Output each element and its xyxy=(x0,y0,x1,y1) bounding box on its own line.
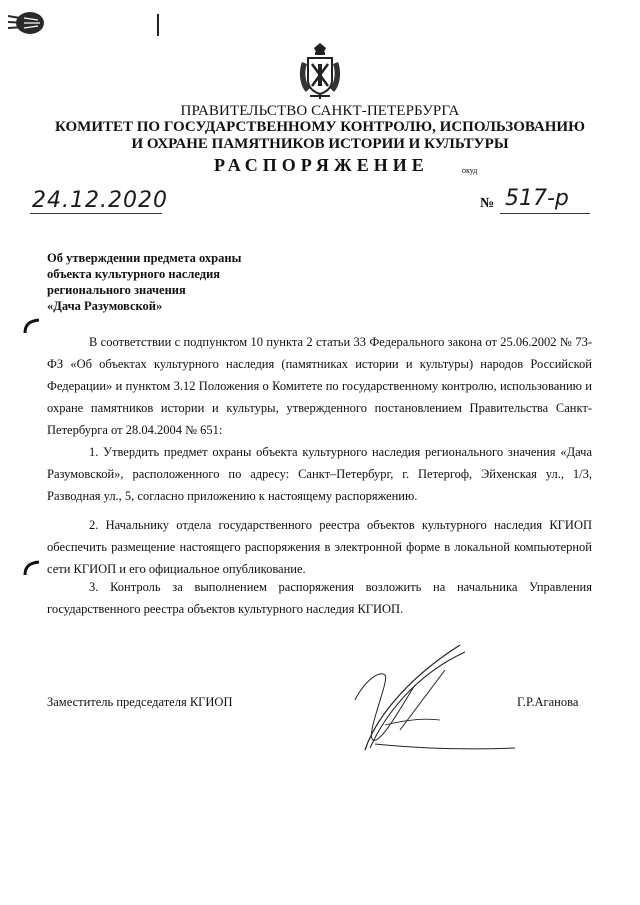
signer-name: Г.Р.Аганова xyxy=(517,695,579,709)
clause-2-paragraph: 2. Начальнику отдела государственного реестра объектов культурного наследия КГИОП обеспечить размещение настоящего распоряжения в электронной форме в локальной компьютерной сети КГИОП и его официальное опубликование. xyxy=(47,518,592,576)
number-underline xyxy=(500,213,590,214)
scan-mark-top xyxy=(157,14,159,36)
subject-line: Об утверждении предмета охраны xyxy=(47,251,242,265)
coat-of-arms-icon xyxy=(296,42,344,100)
clause-1-paragraph: 1. Утвердить предмет охраны объекта культурного наследия регионального значения «Дача Разумовской», расположенного по адресу: Санкт–Петербург, г. Петергоф, Эйхенская ул., 1/3, Разводная ул., 5, согласно приложению к настоящему распоряжению. xyxy=(47,445,592,503)
scan-mark-left2 xyxy=(22,560,42,581)
date-underline xyxy=(30,213,162,214)
handwritten-date: 24.12.2020 xyxy=(32,188,168,213)
scan-mark-left1 xyxy=(22,318,42,339)
subject-line: «Дача Разумовской» xyxy=(47,299,163,313)
clause-3-paragraph: 3. Контроль за выполнением распоряжения возложить на начальника Управления государственного реестра объектов культурного наследия КГИОП. xyxy=(47,580,592,616)
signer-position: Заместитель председателя КГИОП xyxy=(47,695,233,709)
handwritten-signature xyxy=(345,640,520,755)
order-subject xyxy=(47,250,241,314)
committee-title-line1: КОМИТЕТ ПО ГОСУДАРСТВЕННОМУ КОНТРОЛЮ, ИСПОЛЬЗОВАНИЮ xyxy=(55,119,585,135)
okud-label: окуд xyxy=(462,166,478,175)
handwritten-number: 517-р xyxy=(505,186,569,211)
document-type-title: РАСПОРЯЖЕНИЕ xyxy=(214,155,429,175)
scan-mark-topleft xyxy=(6,10,46,36)
government-title: ПРАВИТЕЛЬСТВО САНКТ-ПЕТЕРБУРГА xyxy=(180,103,460,119)
subject-line: регионального значения xyxy=(47,283,186,297)
number-label: № xyxy=(480,196,495,211)
committee-title-line2: И ОХРАНЕ ПАМЯТНИКОВ ИСТОРИИ И КУЛЬТУРЫ xyxy=(131,136,509,152)
preamble-paragraph: В соответствии с подпунктом 10 пункта 2 статьи 33 Федерального закона от 25.06.2002 № 73-ФЗ «Об объектах культурного наследия (памятниках истории и культуры) народов Российской Федерации» и пунктом 3.12 Положения о Комитете по государственному контролю, использованию и охране памятников истории и культуры, утвержденного постановлением Правительства Санкт-Петербурга от 28.04.2004 № 651: xyxy=(47,335,592,437)
subject-line: объекта культурного наследия xyxy=(47,267,221,281)
